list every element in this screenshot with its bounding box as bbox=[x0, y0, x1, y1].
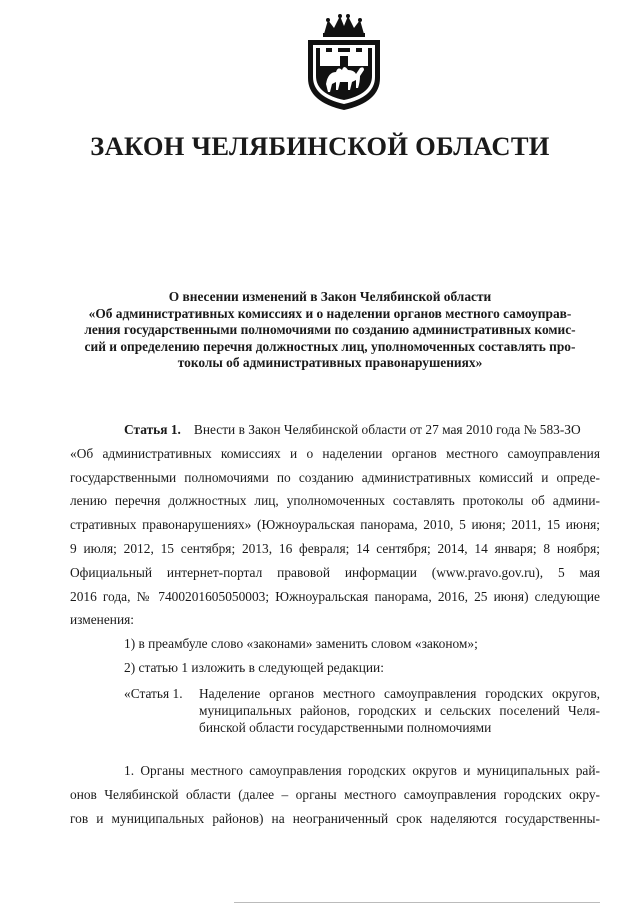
law-title: ЗАКОН ЧЕЛЯБИНСКОЙ ОБЛАСТИ bbox=[90, 131, 550, 161]
quoted-article-heading-line: бинской области государственными полномочиями bbox=[199, 719, 492, 735]
quoted-article-heading-line: Наделение органов местного самоуправления городских округов, bbox=[199, 685, 600, 701]
clause-1-line: 1. Органы местного самоуправления городских округов и муниципальных рай- bbox=[124, 763, 600, 778]
amendment-item: 1) в преамбуле слово «законами» заменить словом «законом»; bbox=[124, 636, 478, 652]
article-1-line: лению перечня должностных лиц, уполномоченных составлять протоколы об админи- bbox=[70, 493, 600, 509]
article-1-label: Статья 1. bbox=[124, 422, 181, 437]
clause-1-line: онов Челябинской области (далее – органы местного самоуправления городских окру- bbox=[70, 786, 600, 802]
article-1-line: Официальный интернет-портал правовой информации (www.pravo.gov.ru), 5 мая bbox=[70, 564, 600, 580]
coat-of-arms-emblem bbox=[302, 12, 386, 112]
article-1-line: изменения: bbox=[70, 612, 135, 628]
subject-line: ления государственными полномочиями по созданию административных комис- bbox=[84, 322, 576, 338]
page-footer-rule bbox=[234, 902, 600, 903]
quoted-article-label: «Статья 1. bbox=[124, 685, 183, 701]
article-1-line: стративных правонарушениях» (Южноуральская панорама, 2010, 5 июня; 2011, 15 июня; bbox=[70, 517, 600, 533]
article-1-line: 2016 года, № 7400201605050003; Южноуральская панорама, 2016, 25 июня) следующие bbox=[70, 588, 600, 604]
subject-line: сий и определению перечня должностных лиц, уполномоченных составлять про- bbox=[84, 338, 576, 354]
article-1-intro: Внести в Закон Челябинской области от 27 мая 2010 года № 583-ЗО bbox=[193, 422, 581, 437]
article-1-line: «Об административных комиссиях и о наделении органов местного самоуправления bbox=[70, 445, 600, 461]
subject-line: «Об административных комиссиях и о наделении органов местного самоуправ- bbox=[88, 305, 572, 321]
article-1-line: 9 июля; 2012, 15 сентября; 2013, 16 февраля; 14 сентября; 2014, 14 января; 8 ноября; bbox=[70, 541, 600, 556]
article-1-line: государственными полномочиями по созданию административных комиссий и опреде- bbox=[70, 469, 600, 485]
law-subject bbox=[70, 289, 590, 372]
clause-1-line: гов и муниципальных районов) на неограниченный срок наделяются государственны- bbox=[70, 810, 600, 826]
article-1-first-line bbox=[124, 422, 581, 438]
amendment-item: 2) статью 1 изложить в следующей редакции: bbox=[124, 660, 384, 675]
subject-line: О внесении изменений в Закон Челябинской области bbox=[168, 289, 492, 304]
subject-line: токолы об административных правонарушениях» bbox=[177, 355, 483, 371]
quoted-article-heading-line: муниципальных районов, городских и сельских поселений Челя- bbox=[199, 702, 600, 718]
